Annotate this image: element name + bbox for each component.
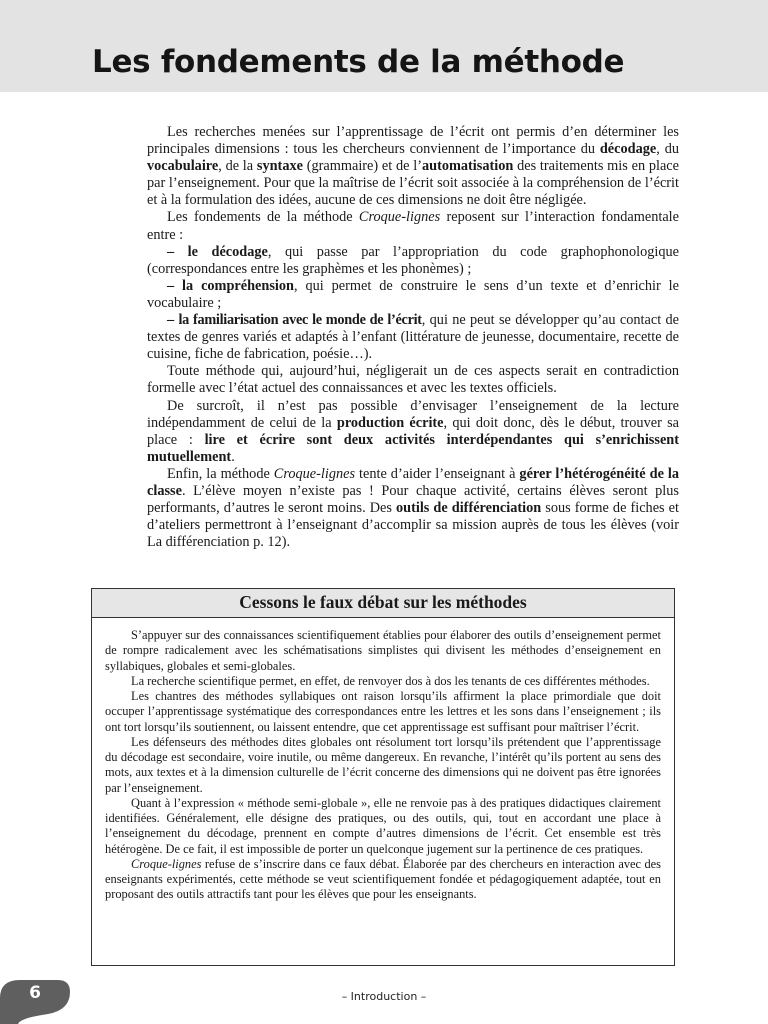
sidebar-paragraph: S’appuyer sur des connaissances scientifiquement établies pour élaborer des outils d’enseignement permet de rompre radicalement avec les schématisations simplistes qui divisent les méthodes d’enseignement en syllabiques, globales et semi-globales. — [105, 628, 661, 673]
differentiation-paragraph: Enfin, la méthode Croque-lignes tente d’aider l’enseignant à gérer l’hétérogénéité de la classe. L’élève moyen n’existe pas ! Pour chaque activité, certains élèves seront plus performants, d’autres le seront moins. Des outils de différenciation sous forme de fiches et d’ateliers permettront à l’enseignant d’accomplir sa mission auprès de tous les élèves (voir La différenciation p. 12). — [147, 465, 680, 551]
sidebar-paragraph: Les chantres des méthodes syllabiques ont raison lorsqu’ils affirment la place primordiale que doit occuper l’apprentissage systématique des correspondances entre les lettres et les sons dans l’enseignement ; ils ont tort lorsqu’ils soutiennent, ou laissent entendre, que cet apprentissage est suffisant pour maîtriser l’écrit. — [105, 689, 661, 734]
sidebar-paragraph: Quant à l’expression « méthode semi-globale », elle ne renvoie pas à des pratiques didactiques clairement identifiées. Généralement, elle désigne des pratiques, ou des outils, qui, tout en accordant une place à l’enseignement du décodage, prennent en compte d’autres dimensions de l’écrit. Cet ensemble est très hétérogène. De ce fait, il est impossible de porter un quelconque jugement sur la pertinence de ces pratiques. — [105, 795, 661, 856]
sidebar-body — [92, 618, 674, 903]
writing-paragraph: De surcroît, il n’est pas possible d’envisager l’enseignement de la lecture indépendamment de celui de la production écrite, qui doit donc, dès le début, trouver sa place : lire et écrire sont deux activités interdépendantes qui s’enrichissent mutuellement. — [147, 397, 679, 465]
intro-paragraph: Les recherches menées sur l’apprentissage de l’écrit ont permis d’en déterminer les principales dimensions : tous les chercheurs conviennent de l’importance du décodage, du vocabulaire, de la syntaxe (grammaire) et de l’automatisation des traitements mis en place par l’enseignement. Pour que la maîtrise de l’écrit soit associée à la compréhension de l’écrit et à la formulation des idées, aucune de ces dimensions ne doit être négligée. — [147, 124, 679, 209]
list-item-familiarisation: – la familiarisation avec le monde de l’écrit, qui ne peut se développer qu’au contact de textes de genres variés et adaptés à l’enfant (littérature de jeunesse, documentaire, recette de cuisine, fiche de fabrication, poésie…). — [147, 312, 679, 363]
footer-section-label: – Introduction – — [341, 990, 427, 1003]
page-title: Les fondements de la méthode — [92, 44, 625, 80]
sidebar-title: Cessons le faux débat sur les méthodes — [92, 589, 674, 618]
sidebar-paragraph: La recherche scientifique permet, en effet, de renvoyer dos à dos les tenants de ces différentes méthodes. — [131, 673, 650, 688]
page-number: 6 — [29, 983, 41, 1003]
list-item-decodage: – le décodage, qui passe par l’appropriation du code graphophonologique (correspondances entre les graphèmes et les phonèmes) ; — [147, 243, 679, 277]
sidebar-box — [91, 588, 675, 966]
methods-paragraph: Toute méthode qui, aujourd’hui, négligerait un de ces aspects serait en contradiction formelle avec l’état actuel des connaissances et avec les textes officiels. — [147, 363, 679, 397]
list-item-comprehension: – la compréhension, qui permet de construire le sens d’un texte et d’enrichir le vocabulaire ; — [147, 277, 679, 311]
fundamentals-paragraph: Les fondements de la méthode Croque-lignes reposent sur l’interaction fondamentale entre : — [147, 209, 679, 243]
sidebar-paragraph: Croque-lignes refuse de s’inscrire dans ce faux débat. Élaborée par des chercheurs en interaction avec des enseignants expérimentés, cette méthode se veut scientifiquement fondée et pédagogiquement adaptée, tout en proposant des outils attractifs tant pour les élèves que pour les enseignants. — [105, 856, 661, 902]
main-body-text — [147, 124, 679, 551]
sidebar-paragraph: Les défenseurs des méthodes dites globales ont résolument tort lorsqu’ils prétendent que l’apprentissage du décodage est secondaire, voire inutile, ou même dangereux. En revanche, l’intérêt qu’ils portent au sens des mots, aux textes et à la dimension culturelle de l’écrit concerne des dimensions qui ne doivent pas être ignorées par l’enseignement. — [105, 734, 661, 795]
